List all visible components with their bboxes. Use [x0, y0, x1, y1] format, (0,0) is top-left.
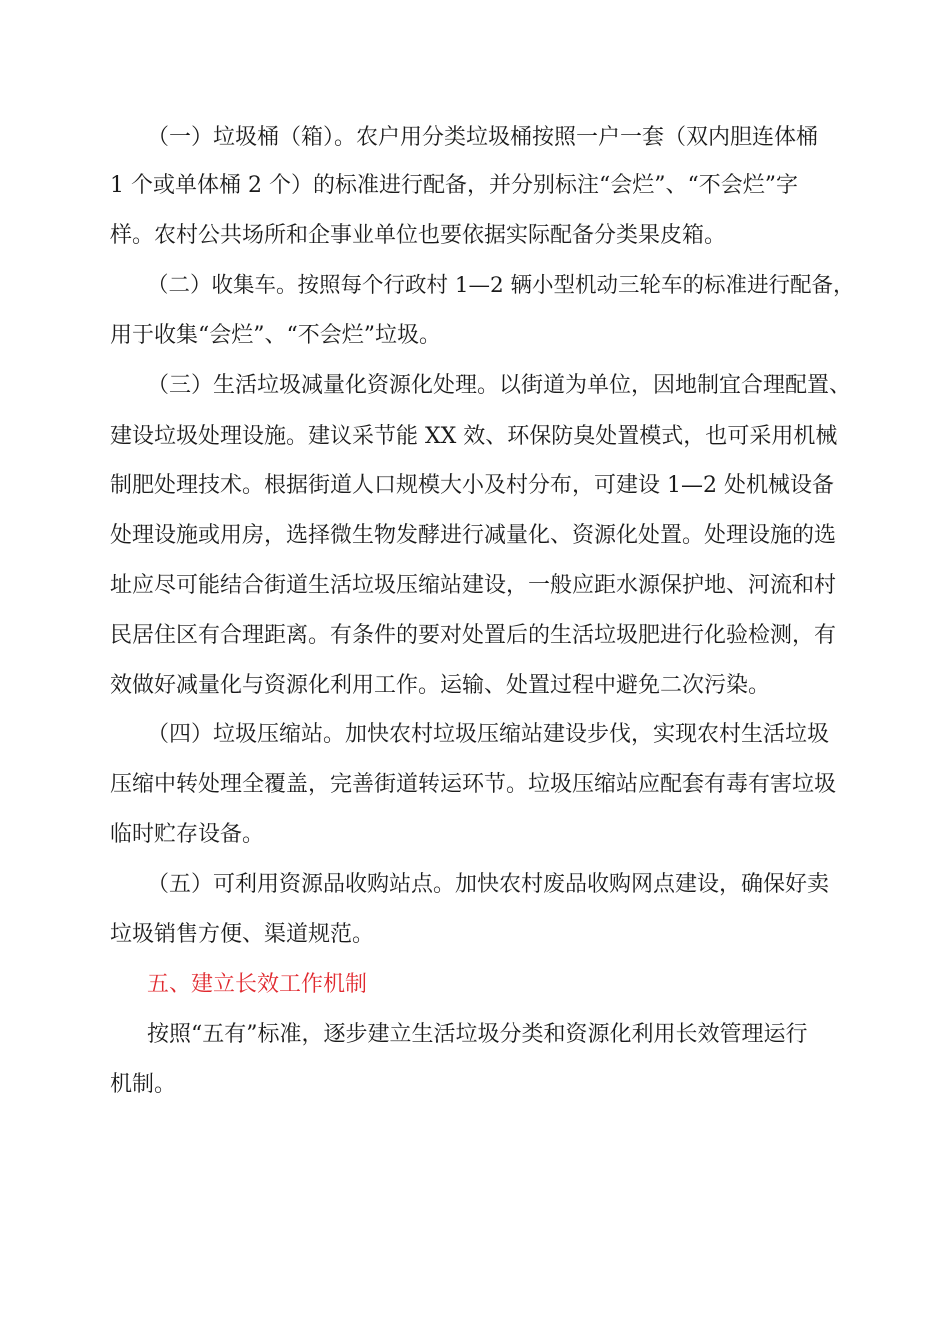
paragraph-6-line-1: 按照“五有”标准，逐步建立生活垃圾分类和资源化利用长效管理运行 [147, 1022, 808, 1047]
paragraph-1-line-2: 1 个或单体桶 2 个）的标准进行配备，并分别标注“会烂”、“不会烂”字 [110, 173, 798, 198]
paragraph-4-line-2: 压缩中转处理全覆盖，完善街道转运环节。垃圾压缩站应配套有毒有害垃圾 [110, 772, 837, 797]
paragraph-3-line-1: （三）生活垃圾减量化资源化处理。以街道为单位，因地制宜合理配置、 [147, 373, 852, 398]
paragraph-4-line-3: 临时贮存设备。 [110, 822, 265, 847]
paragraph-2-line-1: （二）收集车。按照每个行政村 1—2 辆小型机动三轮车的标准进行配备， [147, 273, 855, 298]
paragraph-1-line-3: 样。农村公共场所和企事业单位也要依据实际配备分类果皮箱。 [110, 223, 727, 248]
paragraph-2-line-2: 用于收集“会烂”、“不会烂”垃圾。 [110, 323, 441, 348]
paragraph-3-line-3: 制肥处理技术。根据街道人口规模大小及村分布，可建设 1—2 处机械设备 [110, 473, 834, 498]
paragraph-3-line-5: 址应尽可能结合街道生活垃圾压缩站建设，一般应距水源保护地、河流和村 [110, 573, 837, 598]
paragraph-4-line-1: （四）垃圾压缩站。加快农村垃圾压缩站建设步伐，实现农村生活垃圾 [147, 722, 830, 747]
paragraph-3-line-7: 效做好减量化与资源化利用工作。运输、处置过程中避免二次污染。 [110, 673, 771, 698]
paragraph-3-line-6: 民居住区有合理距离。有条件的要对处置后的生活垃圾肥进行化验检测，有 [110, 623, 837, 648]
paragraph-5-line-1: （五）可利用资源品收购站点。加快农村废品收购网点建设，确保好卖 [147, 872, 830, 897]
paragraph-5-line-2: 垃圾销售方便、渠道规范。 [110, 922, 375, 947]
paragraph-1-line-1: （一）垃圾桶（箱）。农户用分类垃圾桶按照一户一套（双内胆连体桶 [147, 125, 819, 150]
paragraph-3-line-4: 处理设施或用房，选择微生物发酵进行减量化、资源化处置。处理设施的选 [110, 523, 837, 548]
paragraph-6-line-2: 机制。 [110, 1072, 177, 1097]
section-heading: 五、建立长效工作机制 [147, 972, 368, 997]
paragraph-3-line-2: 建设垃圾处理设施。建议采节能 XX 效、环保防臭处置模式，也可采用机械 [110, 424, 838, 449]
